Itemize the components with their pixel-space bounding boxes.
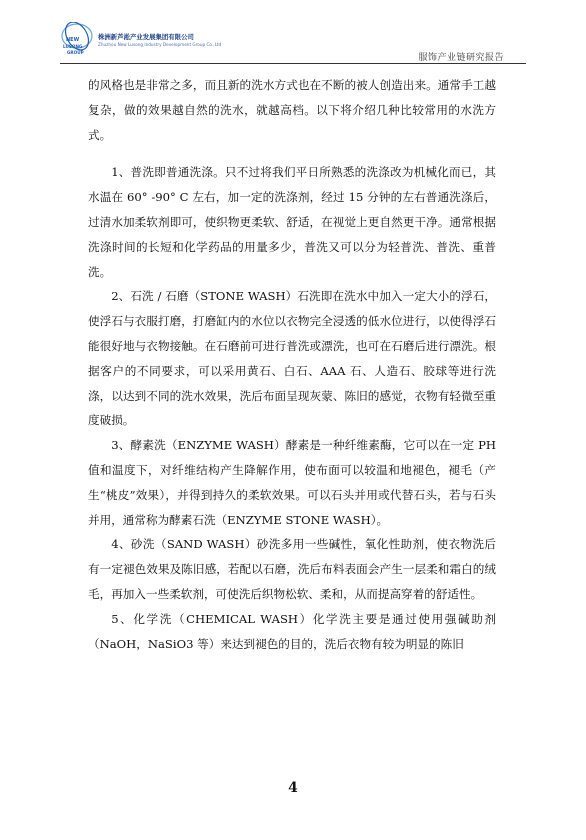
company-name-cn: 株洲新芦淞产业发展集团有限公司: [98, 33, 194, 41]
report-title: 服饰产业链研究报告: [418, 53, 504, 63]
page-number: 4: [288, 780, 298, 796]
paragraph-normal-wash: 1、普洗即普通洗涤。只不过将我们平日所熟悉的洗涤改为机械化而已，其水温在 60° -90° C 左右，加一定的洗涤剂，经过 15 分钟的左右普通洗涤后，过清水加柔软剂即可，使织物更柔软、舒适，在视觉上更自然更干净。通常根据洗涤时间的长短和化学药品的用量多少，普洗又可以分为轻普洗、普洗、重普洗。: [88, 165, 496, 279]
company-name: [98, 32, 221, 47]
svg-text:GROUP: GROUP: [67, 50, 84, 55]
header-divider: [60, 63, 526, 64]
paragraph-sand-wash: 4、砂洗（SAND WASH）砂洗多用一些碱性，氧化性助剂，使衣物洗后有一定褪色效果及陈旧感，若配以石磨，洗后布料表面会产生一层柔和霜白的绒毛，再加入一些柔软剂，可使洗后织物松软、柔和，从而提高穿着的舒适性。: [88, 537, 496, 601]
svg-text:LUSONG: LUSONG: [63, 44, 83, 49]
company-logo-icon: [60, 22, 94, 58]
company-name-en: Zhuzhou New Lusong Industry Development Group Co.,Ltd: [98, 42, 222, 47]
page-header: [60, 22, 526, 64]
paragraph-intro-continued: 的风格也是非常之多，而且新的洗水方式也在不断的被人创造出来。通常手工越复杂，做的效果越自然的洗水，就越高档。以下将介绍几种比较常用的水洗方式。: [88, 78, 496, 142]
document-body: [88, 73, 496, 656]
svg-text:NEW: NEW: [66, 37, 80, 43]
paragraph-enzyme-wash: 3、酵素洗（ENZYME WASH）酵素是一种纤维素酶，它可以在一定 PH 值和温度下，对纤维结构产生降解作用，使布面可以较温和地褪色，褪毛（产生“桃皮”效果），并得到持久的柔软效果。可以石头并用或代替石头，若与石头并用，通常称为酵素石洗（ENZYME STONE WASH）。: [88, 438, 496, 527]
paragraph-stone-wash: 2、石洗 / 石磨（STONE WASH）石洗即在洗水中加入一定大小的浮石，使浮石与衣服打磨，打磨缸内的水位以衣物完全浸透的低水位进行，以使得浮石能很好地与衣物接触。在石磨前可进行普洗或漂洗，也可在石磨后进行漂洗。根据客户的不同要求，可以采用黄石、白石、AAA 石、人造石、胶球等进行洗涤，以达到不同的洗水效果，洗后布面呈现灰蒙、陈旧的感觉，衣物有轻微至重度破损。: [88, 289, 496, 428]
paragraph-chemical-wash: 5、化学洗（CHEMICAL WASH）化学洗主要是通过使用强碱助剂（NaOH，NaSiO3 等）来达到褪色的目的，洗后衣物有较为明显的陈旧: [88, 611, 496, 651]
